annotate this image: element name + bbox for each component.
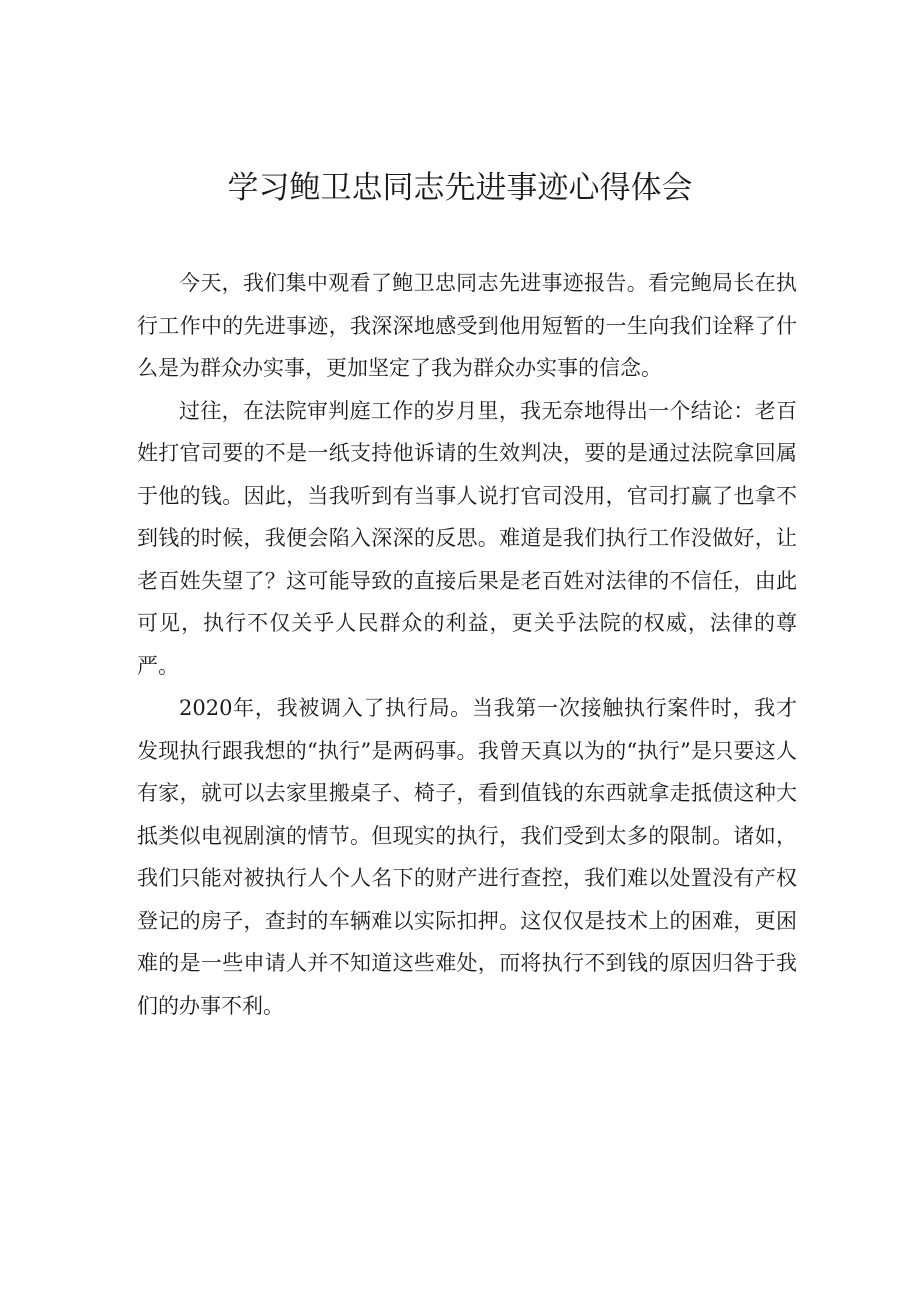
paragraph-2: 过往，在法院审判庭工作的岁月里，我无奈地得出一个结论：老百姓打官司要的不是一纸支持他诉请的生效判决，要的是通过法院拿回属于他的钱。因此，当我听到有当事人说打官司没用，官司打赢了也拿不到钱的时候，我便会陷入深深的反思。难道是我们执行工作没做好，让老百姓失望了？这可能导致的直接后果是老百姓对法律的不信任，由此可见，执行不仅关乎人民群众的利益，更关乎法院的权威，法律的尊严。 <box>137 398 797 678</box>
document-title: 学习鲍卫忠同志先进事迹心得体会 <box>227 170 693 206</box>
document-body <box>137 262 797 1027</box>
paragraph-3: 2020年，我被调入了执行局。当我第一次接触执行案件时，我才发现执行跟我想的“执行”是两码事。我曾天真以为的“执行”是只要这人有家，就可以去家里搬桌子、椅子，看到值钱的东西就拿走抵债这种大抵类似电视剧演的情节。但现实的执行，我们受到太多的限制。诸如，我们只能对被执行人个人名下的财产进行查控，我们难以处置没有产权登记的房子，查封的车辆难以实际扣押。这仅仅是技术上的困难，更困难的是一些申请人并不知道这些难处，而将执行不到钱的原因归咎于我们的办事不利。 <box>137 696 797 1018</box>
paragraph-1: 今天，我们集中观看了鲍卫忠同志先进事迹报告。看完鲍局长在执行工作中的先进事迹，我深深地感受到他用短暂的一生向我们诠释了什么是为群众办实事，更加坚定了我为群众办实事的信念。 <box>137 271 797 380</box>
